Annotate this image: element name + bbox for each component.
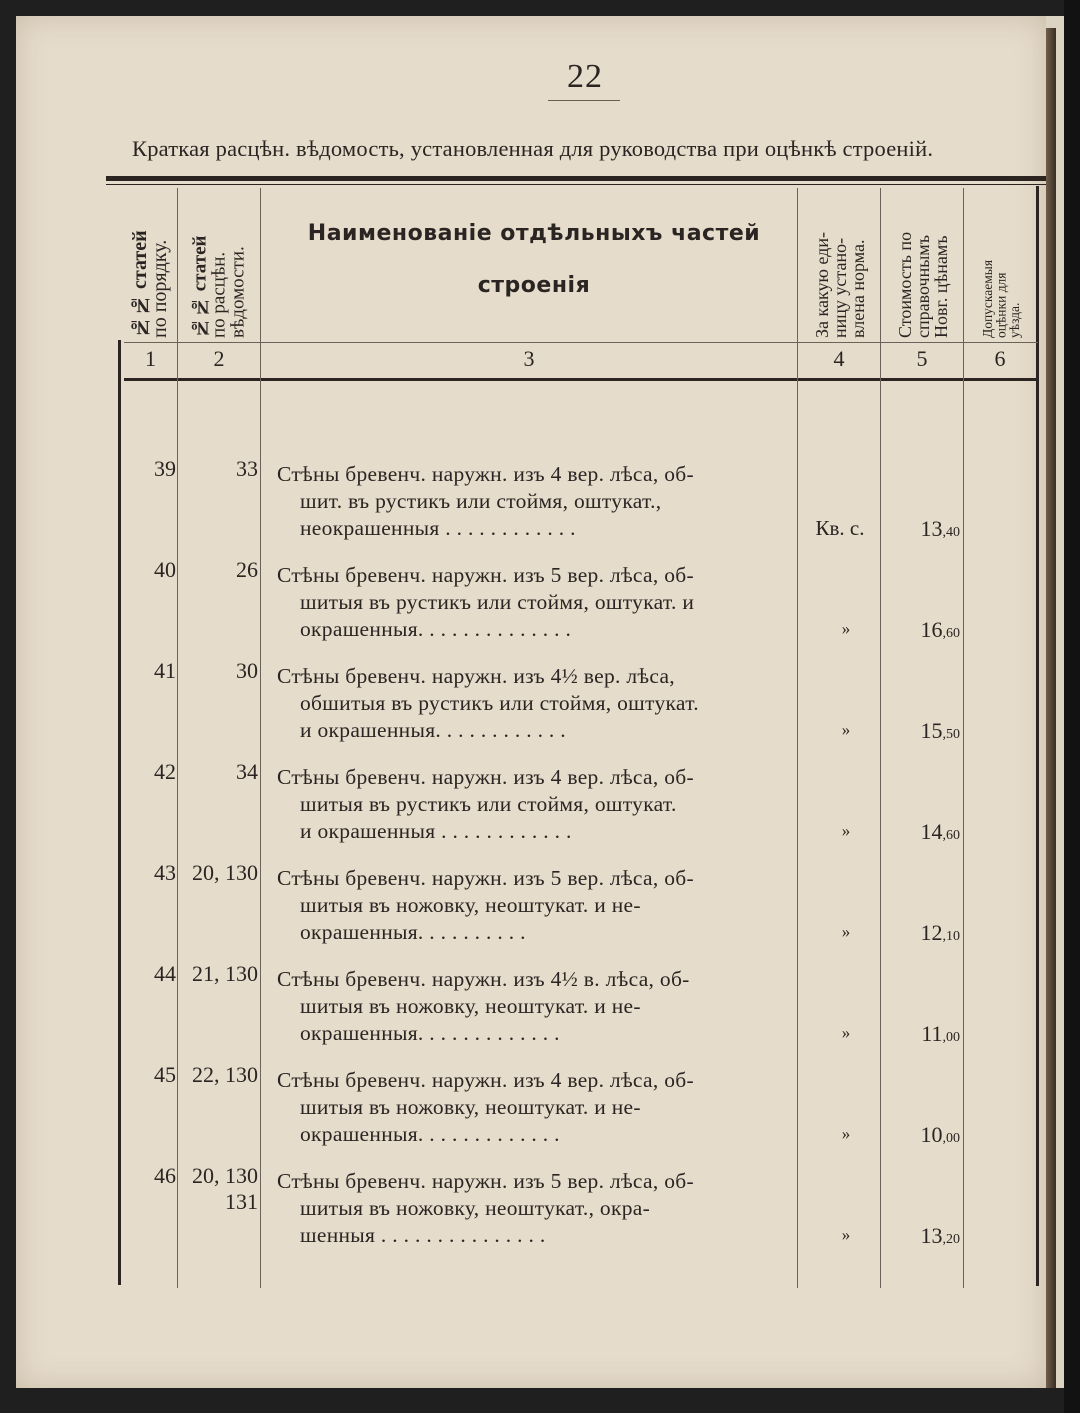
header-col1 xyxy=(124,192,176,338)
header-col3-line1: Наименованіе отдѣльныхъ частей xyxy=(307,221,761,246)
column-number-2: 2 xyxy=(213,346,225,371)
row-unit: » xyxy=(841,720,851,739)
row-description-line: и окрашенныя. . . . . . . . . . . . xyxy=(300,718,566,742)
row-number: 39 xyxy=(154,456,176,481)
row-number: 44 xyxy=(154,961,176,986)
header-col4 xyxy=(801,192,879,338)
header-col1-line1: №№ статей xyxy=(129,230,151,338)
header-bottom-rule xyxy=(124,378,1038,381)
row-price xyxy=(884,617,960,643)
header-col5-line1: Стоимость по xyxy=(895,231,915,338)
row-description-line: окрашенныя. . . . . . . . . . xyxy=(300,920,526,944)
table-top-rule xyxy=(106,176,1046,181)
row-unit: » xyxy=(841,922,851,941)
row-price xyxy=(884,516,960,542)
column-number-4: 4 xyxy=(833,346,845,371)
book-spine xyxy=(1046,28,1056,1388)
column-number-1: 1 xyxy=(145,346,156,371)
header-col1-line2: по порядку. xyxy=(149,239,171,338)
header-col4-line1: За какую еди- xyxy=(812,232,832,338)
page-number-underline xyxy=(548,100,620,101)
running-title: Краткая расцѣн. вѣдомость, установленная для руководства при оцѣнкѣ строеній. xyxy=(132,136,934,161)
row-description-line: Стѣны бревенч. наружн. изъ 4 вер. лѣса, об- xyxy=(277,1068,694,1092)
row-reference: 34 xyxy=(236,759,258,784)
header-col5-line3: Новг. цѣнамъ xyxy=(931,235,951,338)
row-price-fraction: ,00 xyxy=(942,1131,960,1146)
row-reference-cont: 131 xyxy=(225,1189,258,1214)
row-reference: 20, 130 xyxy=(192,860,258,885)
row-unit: » xyxy=(841,619,851,638)
row-description-line: Стѣны бревенч. наружн. изъ 5 вер. лѣса, об- xyxy=(277,866,694,890)
row-description-line: шитыя въ рустикъ или стоймя, оштукат. xyxy=(300,792,677,816)
table-right-border xyxy=(1036,186,1039,1286)
row-reference: 21, 130 xyxy=(192,961,258,986)
row-price-fraction: ,40 xyxy=(942,525,960,540)
header-col2-line2: по расцѣн. xyxy=(208,251,230,338)
row-number: 46 xyxy=(154,1163,176,1188)
row-description-line: Стѣны бревенч. наружн. изъ 4½ в. лѣса, об- xyxy=(277,967,690,991)
header-col2-line3: вѣдомости. xyxy=(227,246,249,338)
row-price-fraction: ,10 xyxy=(942,929,960,944)
row-price-fraction: ,60 xyxy=(942,828,960,843)
row-description-line: Стѣны бревенч. наружн. изъ 5 вер. лѣса, об- xyxy=(277,1169,694,1193)
row-reference: 22, 130 xyxy=(192,1062,258,1087)
column-number-6: 6 xyxy=(994,346,1006,371)
row-price-fraction: ,20 xyxy=(942,1232,960,1247)
page-number: 22 xyxy=(567,58,603,95)
header-col6-line2: оцѣнки для xyxy=(993,272,1009,338)
row-unit: » xyxy=(841,1023,851,1042)
row-unit: » xyxy=(841,821,851,840)
row-price xyxy=(884,819,960,845)
row-price-fraction: ,50 xyxy=(942,727,960,742)
row-price-whole: 13 xyxy=(920,516,943,541)
row-description-line: неокрашенныя . . . . . . . . . . . . xyxy=(300,516,576,540)
row-number: 40 xyxy=(154,557,176,582)
header-col5-line2: справочнымъ xyxy=(913,235,933,338)
scan-border xyxy=(1064,0,1080,1413)
row-price-fraction: ,60 xyxy=(942,626,960,641)
row-number: 42 xyxy=(154,759,176,784)
row-description-line: Стѣны бревенч. наружн. изъ 4½ вер. лѣса, xyxy=(277,664,675,688)
row-description-line: шитыя въ ножовку, неоштукат., окра- xyxy=(300,1196,651,1220)
row-price xyxy=(884,1223,960,1249)
row-price xyxy=(884,920,960,946)
row-reference: 26 xyxy=(236,557,258,582)
row-description-line: окрашенныя. . . . . . . . . . . . . xyxy=(300,1021,560,1045)
header-col5 xyxy=(884,192,962,338)
row-description-line: шитыя въ ножовку, неоштукат. и не- xyxy=(300,1095,641,1119)
row-description-line: шитыя въ ножовку, неоштукат. и не- xyxy=(300,893,641,917)
row-description-line: окрашенныя. . . . . . . . . . . . . xyxy=(300,1122,560,1146)
row-price-whole: 10 xyxy=(920,1122,943,1147)
header-col6 xyxy=(967,192,1035,338)
row-price xyxy=(884,1122,960,1148)
row-price xyxy=(884,718,960,744)
row-number: 43 xyxy=(154,860,176,885)
column-number-3: 3 xyxy=(523,346,535,371)
row-description-line: шитыя въ рустикъ или стоймя, оштукат. и xyxy=(300,590,695,614)
row-description-line: Стѣны бревенч. наружн. изъ 4 вер. лѣса, об- xyxy=(277,765,694,789)
row-reference: 20, 130 xyxy=(192,1163,258,1188)
header-col2 xyxy=(181,192,257,338)
row-price xyxy=(884,1021,960,1047)
header-col2-line1: №№ статей xyxy=(189,235,211,338)
row-price-fraction: ,00 xyxy=(942,1030,960,1045)
table-top-rule-thin xyxy=(106,184,1046,185)
header-col3-line2: строенія xyxy=(477,273,591,298)
header-col3 xyxy=(268,208,800,312)
header-number-rule xyxy=(124,342,1038,343)
row-price-whole: 13 xyxy=(920,1223,943,1248)
row-price-whole: 16 xyxy=(920,617,943,642)
row-description-line: Стѣны бревенч. наружн. изъ 4 вер. лѣса, об- xyxy=(277,462,694,486)
row-reference: 30 xyxy=(236,658,258,683)
row-description-line: Стѣны бревенч. наружн. изъ 5 вер. лѣса, об- xyxy=(277,563,694,587)
header-col4-line2: ницу устано- xyxy=(830,237,850,338)
header-col4-line3: влена норма. xyxy=(848,239,868,338)
header-col6-line1: Допускаемыя xyxy=(979,259,995,338)
row-price-whole: 15 xyxy=(920,718,943,743)
row-unit: » xyxy=(841,1225,851,1244)
row-number: 41 xyxy=(154,658,176,683)
row-price-whole: 11 xyxy=(921,1021,943,1046)
row-description-line: и окрашенныя . . . . . . . . . . . . xyxy=(300,819,572,843)
header-col6-line3: уѣзда. xyxy=(1006,302,1022,338)
row-reference: 33 xyxy=(236,456,258,481)
row-price-whole: 12 xyxy=(920,920,943,945)
row-number: 45 xyxy=(154,1062,176,1087)
row-unit: » xyxy=(841,1124,851,1143)
row-description-line: шенныя . . . . . . . . . . . . . . . xyxy=(300,1223,546,1247)
row-description-line: окрашенныя. . . . . . . . . . . . . . xyxy=(300,617,572,641)
row-price-whole: 14 xyxy=(920,819,943,844)
column-number-5: 5 xyxy=(916,346,928,371)
row-description-line: шит. въ рустикъ или стоймя, оштукат., xyxy=(300,489,662,513)
row-unit: Кв. с. xyxy=(815,516,865,540)
row-description-line: обшитыя въ рустикъ или стоймя, оштукат. xyxy=(300,691,699,715)
row-description-line: шитыя въ ножовку, неоштукат. и не- xyxy=(300,994,641,1018)
